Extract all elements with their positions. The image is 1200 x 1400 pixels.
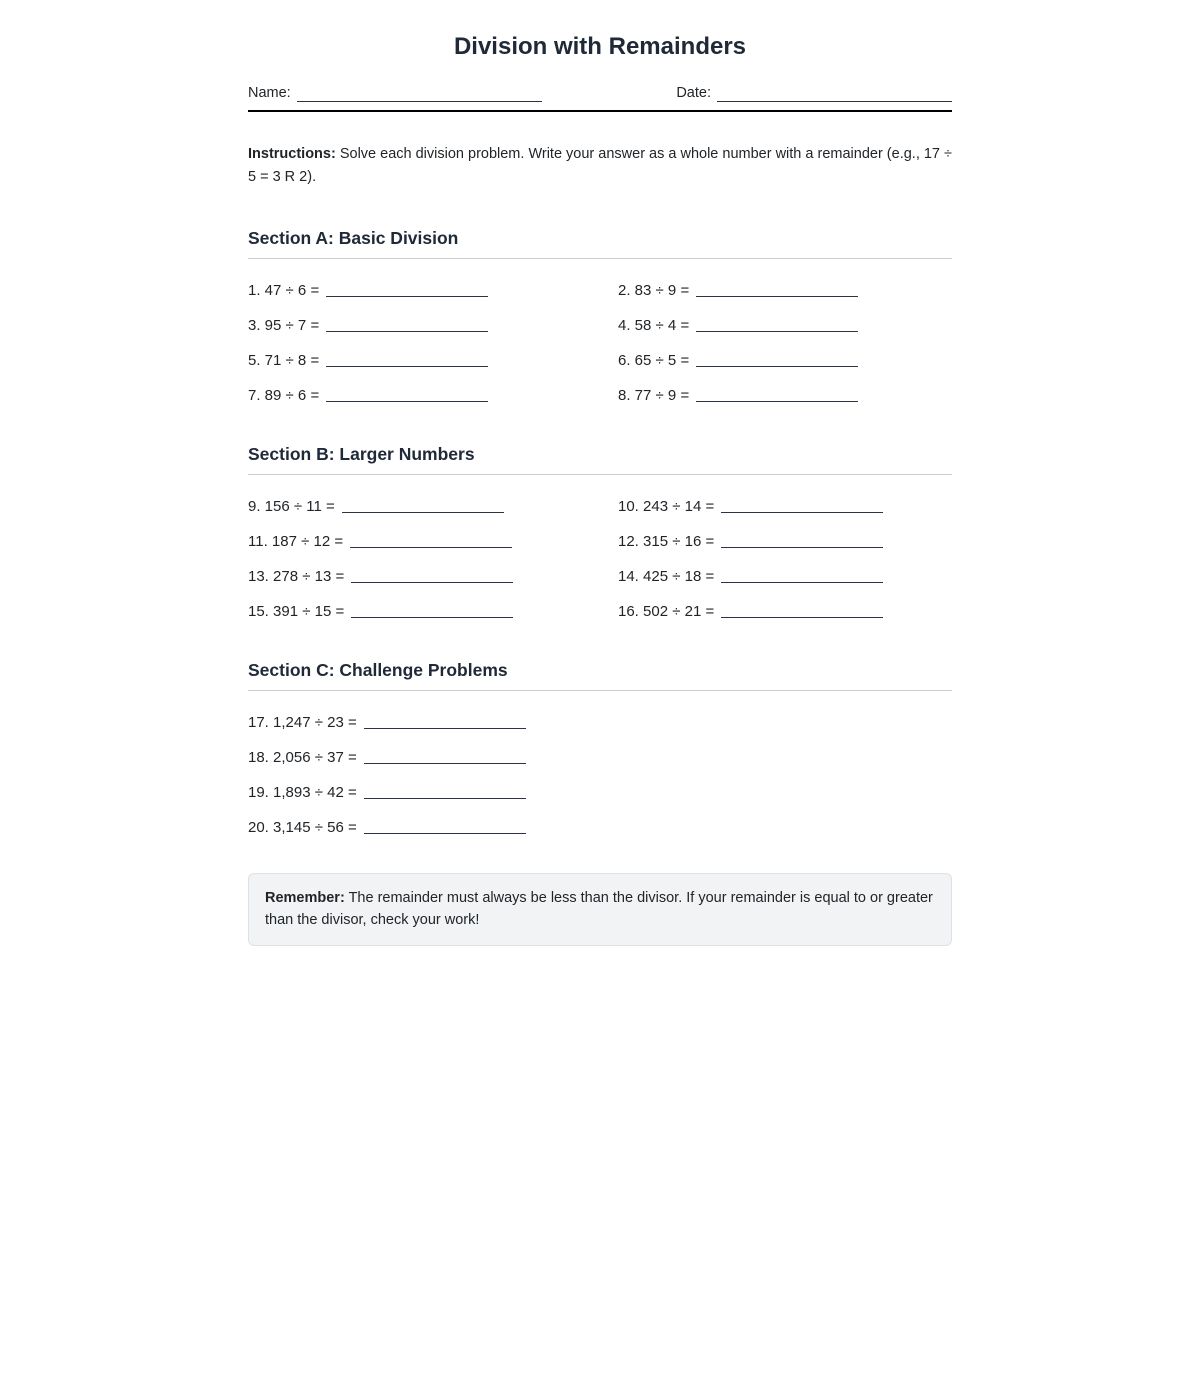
problem-6-answer-blank (696, 353, 858, 367)
problem-16-answer-blank (721, 604, 883, 618)
problem-11-answer-blank (350, 534, 512, 548)
problem-17-text: 17. 1,247 ÷ 23 = (248, 713, 357, 731)
problem-7-answer-blank (326, 388, 488, 402)
problem-17 (248, 714, 952, 732)
header-divider (248, 110, 952, 112)
problem-14 (618, 568, 952, 586)
problem-19 (248, 784, 952, 802)
problem-20-text: 20. 3,145 ÷ 56 = (248, 818, 357, 836)
problem-18-answer-blank (364, 750, 526, 764)
problem-3-text: 3. 95 ÷ 7 = (248, 316, 320, 334)
problem-14-answer-blank (721, 569, 883, 583)
instructions-text (248, 143, 952, 189)
section-c-problems (248, 714, 952, 837)
remember-note (248, 873, 952, 947)
problem-2 (618, 282, 952, 300)
problem-4-text: 4. 58 ÷ 4 = (618, 316, 690, 334)
problem-19-text: 19. 1,893 ÷ 42 = (248, 783, 357, 801)
problem-5-answer-blank (326, 353, 488, 367)
date-label: Date: (676, 85, 711, 101)
problem-3-answer-blank (326, 318, 488, 332)
problem-2-answer-blank (696, 283, 858, 297)
problem-7-text: 7. 89 ÷ 6 = (248, 386, 320, 404)
instructions-body: Solve each division problem. Write your answer as a whole number with a remainder (e.g., 17 ÷ 5 = 3 R 2). (248, 146, 952, 185)
remember-label: Remember: (265, 889, 345, 906)
remember-text: The remainder must always be less than the divisor. If your remainder is equal to or greater than the divisor, check your work! (265, 889, 933, 929)
problem-8-answer-blank (696, 388, 858, 402)
problem-18 (248, 749, 952, 767)
date-write-line (717, 87, 952, 102)
instructions-label: Instructions: (248, 146, 336, 162)
problem-4 (618, 317, 952, 335)
problem-8-text: 8. 77 ÷ 9 = (618, 386, 690, 404)
problem-4-answer-blank (696, 318, 858, 332)
section-c-heading: Section C: Challenge Problems (248, 660, 952, 691)
problem-10 (618, 498, 952, 516)
problem-20-answer-blank (364, 820, 526, 834)
problem-1 (248, 282, 618, 300)
problem-15 (248, 603, 618, 621)
problem-9-text: 9. 156 ÷ 11 = (248, 497, 335, 515)
problem-16 (618, 603, 952, 621)
problem-16-text: 16. 502 ÷ 21 = (618, 602, 715, 620)
problem-15-answer-blank (351, 604, 513, 618)
name-label: Name: (248, 85, 291, 101)
problem-1-text: 1. 47 ÷ 6 = (248, 281, 320, 299)
problem-12-answer-blank (721, 534, 883, 548)
page-title: Division with Remainders (453, 33, 747, 60)
name-field (248, 85, 542, 102)
problem-11-text: 11. 187 ÷ 12 = (248, 532, 344, 550)
problem-10-answer-blank (721, 499, 883, 513)
problem-17-answer-blank (364, 715, 526, 729)
problem-8 (618, 387, 952, 405)
problem-13 (248, 568, 618, 586)
section-b-heading: Section B: Larger Numbers (248, 444, 952, 475)
problem-10-text: 10. 243 ÷ 14 = (618, 497, 715, 515)
problem-18-text: 18. 2,056 ÷ 37 = (248, 748, 357, 766)
problem-5 (248, 352, 618, 370)
problem-9-answer-blank (342, 499, 504, 513)
problem-6-text: 6. 65 ÷ 5 = (618, 351, 690, 369)
name-write-line (297, 87, 542, 102)
problem-5-text: 5. 71 ÷ 8 = (248, 351, 320, 369)
section-a-heading: Section A: Basic Division (248, 228, 952, 259)
section-a-problems (248, 282, 952, 405)
problem-13-answer-blank (351, 569, 513, 583)
problem-11 (248, 533, 618, 551)
problem-12-text: 12. 315 ÷ 16 = (618, 532, 715, 550)
section-b-problems (248, 498, 952, 621)
date-field (676, 85, 952, 102)
worksheet-page (248, 0, 952, 946)
problem-12 (618, 533, 952, 551)
problem-19-answer-blank (364, 785, 526, 799)
problem-3 (248, 317, 618, 335)
problem-13-text: 13. 278 ÷ 13 = (248, 567, 345, 585)
problem-7 (248, 387, 618, 405)
problem-9 (248, 498, 618, 516)
name-date-row (248, 85, 952, 102)
problem-20 (248, 819, 952, 837)
problem-6 (618, 352, 952, 370)
problem-1-answer-blank (326, 283, 488, 297)
problem-15-text: 15. 391 ÷ 15 = (248, 602, 345, 620)
problem-14-text: 14. 425 ÷ 18 = (618, 567, 715, 585)
problem-2-text: 2. 83 ÷ 9 = (618, 281, 690, 299)
